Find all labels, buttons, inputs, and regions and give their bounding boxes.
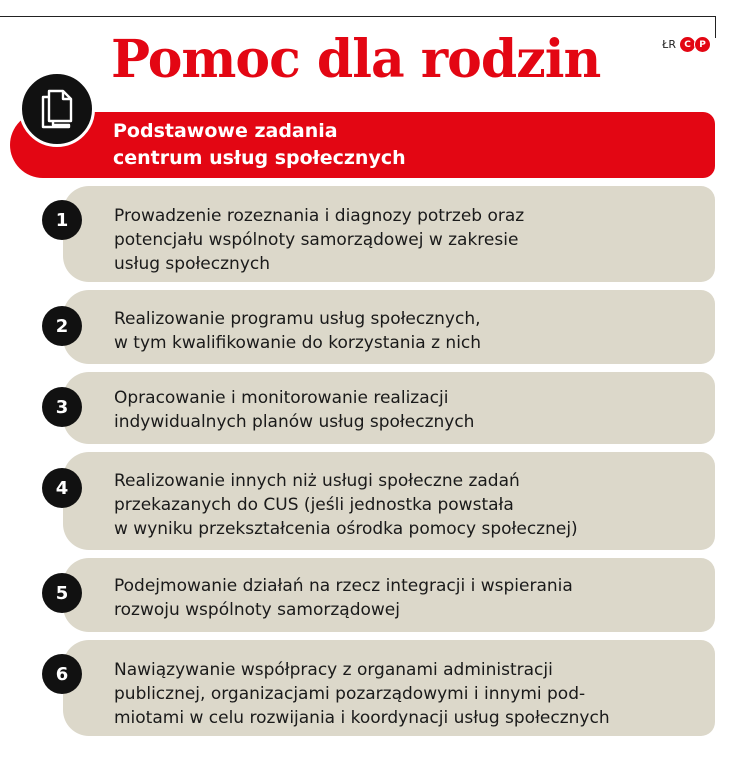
logo-letter-p: P xyxy=(694,36,711,53)
step-number-badge: 2 xyxy=(42,306,82,346)
credit-author: ŁR xyxy=(662,38,676,51)
step-number-badge: 5 xyxy=(42,573,82,613)
step-text: Realizowanie programu usług społecznych, w tym kwalifikowanie do korzystania z nich xyxy=(114,309,482,353)
step-number-badge: 1 xyxy=(42,200,82,240)
step-number-badge: 4 xyxy=(42,468,82,508)
step-text: Realizowanie innych niż usługi społeczne zadań przekazanych do CUS (jeśli jednostka powstała w wyniku przekształcenia ośrodka pomocy społecznej) xyxy=(114,471,578,539)
page-title: Pomoc dla rodzin xyxy=(111,29,601,90)
step-number-badge: 6 xyxy=(42,654,82,694)
step-text: Prowadzenie rozeznania i diagnozy potrzeb oraz potencjału wspólnoty samorządowej w zakresie usług społecznych xyxy=(114,206,525,274)
step-text: Opracowanie i monitorowanie realizacji indywidualnych planów usług społecznych xyxy=(114,388,475,432)
step-number-badge: 3 xyxy=(42,387,82,427)
step-text: Nawiązywanie współpracy z organami administracji publicznej, organizacjami pozarządowymi i innymi pod- miotami w celu rozwijania i koordynacji usług społecznych xyxy=(114,660,610,728)
logo-letter-c: C xyxy=(679,36,696,53)
step-text: Podejmowanie działań na rzecz integracji i wspierania rozwoju wspólnoty samorządowej xyxy=(114,576,573,620)
banner-title: Podstawowe zadania centrum usług społecznych xyxy=(113,120,406,169)
